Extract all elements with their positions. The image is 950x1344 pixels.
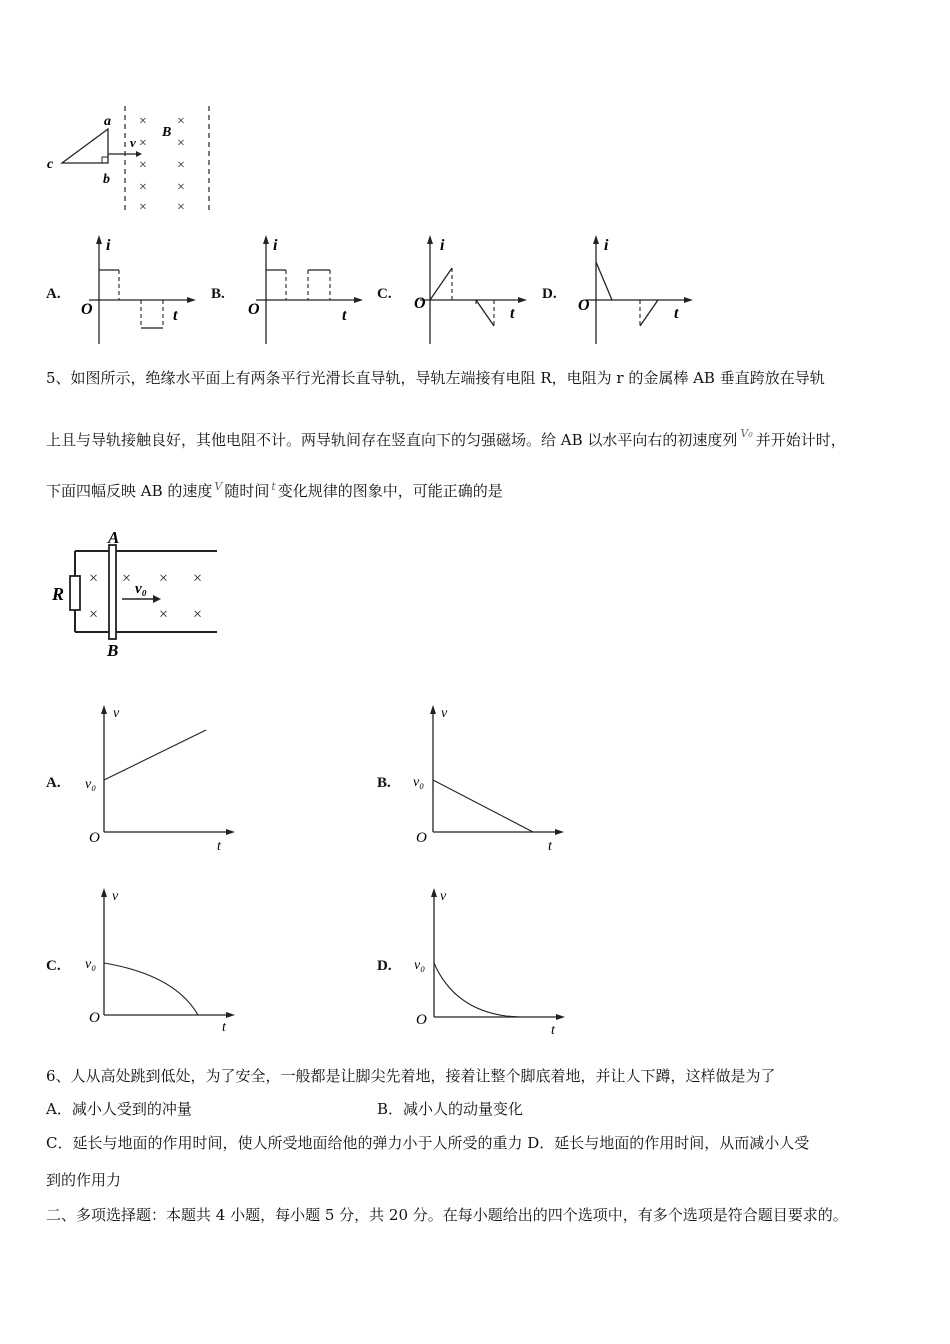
q4-option-b-label[interactable]: B.: [211, 286, 225, 302]
label-A: A: [108, 528, 120, 547]
triangle-loop: [62, 129, 108, 163]
svg-text:i: i: [273, 237, 278, 254]
svg-text:×: ×: [139, 114, 147, 129]
q5-option-b-label[interactable]: B.: [377, 775, 391, 791]
q5-line2-text-a: 上且与导轨接触良好，其他电阻不计。两导轨间存在竖直向下的匀强磁场。给 AB 以水平向右的初速度列: [46, 431, 738, 449]
q4-option-d-label[interactable]: D.: [542, 286, 557, 302]
q4-option-a-label[interactable]: A.: [46, 286, 61, 302]
svg-text:i: i: [440, 237, 445, 254]
svg-text:t: t: [222, 1020, 226, 1035]
label-c: c: [47, 157, 54, 172]
loop-field-figure: [40, 100, 230, 220]
svg-text:i: i: [106, 237, 111, 254]
q5-option-c-label[interactable]: C.: [46, 958, 61, 974]
svg-text:×: ×: [122, 570, 132, 587]
label-B-field: B: [162, 125, 172, 140]
q6-option-a[interactable]: A．减小人受到的冲量: [46, 1100, 192, 1118]
q5-stem-line1: 5、如图所示，绝缘水平面上有两条平行光滑长直导轨，导轨左端接有电阻 R，电阻为 r 的金属棒 AB 垂直跨放在导轨: [46, 369, 825, 387]
q5-line3-text-a: 下面四幅反映 AB 的速度: [46, 482, 213, 500]
svg-text:×: ×: [139, 180, 147, 195]
svg-text:×: ×: [193, 570, 203, 587]
q4-graph-c: [406, 232, 531, 347]
svg-text:v: v: [112, 889, 119, 904]
svg-text:×: ×: [89, 606, 99, 623]
section-2-heading: 二、多项选择题：本题共 4 小题，每小题 5 分，共 20 分。在每小题给出的四个选项中，有多个选项是符合题目要求的。: [46, 1206, 848, 1224]
svg-text:t: t: [510, 305, 515, 322]
q5-line3-t: t: [271, 480, 276, 493]
label-b: b: [103, 172, 110, 187]
q5-line3-text-c: 变化规律的图象中，可能正确的是: [277, 482, 503, 500]
svg-text:×: ×: [177, 158, 185, 173]
q4-graph-b: [242, 232, 367, 347]
svg-text:t: t: [217, 839, 221, 854]
q5-graph-b: [409, 700, 574, 855]
svg-text:O: O: [248, 301, 260, 318]
svg-text:O: O: [578, 297, 590, 314]
svg-text:×: ×: [159, 570, 169, 587]
rail-circuit-figure: [45, 528, 225, 663]
svg-text:×: ×: [159, 606, 169, 623]
q5-option-a-label[interactable]: A.: [46, 775, 61, 791]
svg-text:×: ×: [177, 136, 185, 151]
label-a: a: [104, 114, 111, 129]
svg-text:v₀: v₀: [414, 958, 426, 973]
svg-text:O: O: [89, 1010, 100, 1026]
svg-text:i: i: [604, 237, 609, 254]
svg-text:O: O: [416, 830, 427, 846]
svg-text:t: t: [173, 307, 178, 324]
q6-option-cd-line1[interactable]: C．延长与地面的作用时间，使人所受地面给他的弹力小于人所受的重力 D．延长与地面的作用时间，从而减小人受: [46, 1134, 810, 1152]
svg-text:t: t: [548, 839, 552, 854]
svg-text:O: O: [81, 301, 93, 318]
svg-text:O: O: [414, 295, 426, 312]
svg-text:×: ×: [139, 136, 147, 151]
q6-option-cd-line2[interactable]: 到的作用力: [46, 1171, 122, 1189]
svg-text:O: O: [416, 1012, 427, 1028]
metal-bar-AB: [109, 545, 116, 639]
q6-stem: 6、人从高处跳到低处，为了安全，一般都是让脚尖先着地，接着让整个脚底着地，并让人下蹲，这样做是为了: [46, 1067, 776, 1085]
q5-graph-c: [80, 883, 245, 1038]
svg-text:×: ×: [139, 200, 147, 215]
q5-stem-line3: [46, 481, 503, 503]
q5-line3-v: V: [214, 480, 223, 493]
svg-text:v: v: [440, 889, 447, 904]
label-R: R: [52, 584, 65, 604]
svg-text:t: t: [342, 307, 347, 324]
svg-text:v: v: [113, 706, 120, 721]
q4-option-c-label[interactable]: C.: [377, 286, 392, 302]
svg-text:v₀: v₀: [85, 957, 97, 972]
label-B-bar: B: [107, 641, 119, 660]
q6-option-b[interactable]: B．减小人的动量变化: [377, 1100, 524, 1118]
svg-text:v: v: [441, 706, 448, 721]
svg-text:×: ×: [177, 200, 185, 215]
svg-text:×: ×: [139, 158, 147, 173]
label-v: v: [130, 135, 136, 150]
svg-text:v₀: v₀: [413, 775, 425, 790]
q5-line2-text-b: 并开始计时，: [755, 431, 846, 449]
q5-stem-line2: [46, 427, 846, 452]
q4-graph-d: [572, 232, 697, 347]
q5-option-d-label[interactable]: D.: [377, 958, 392, 974]
svg-text:v₀: v₀: [85, 777, 97, 792]
q5-line3-text-b: 随时间: [224, 482, 270, 500]
svg-text:×: ×: [89, 570, 99, 587]
label-v0: v₀: [135, 581, 147, 597]
resistor-R: [70, 576, 80, 610]
svg-text:×: ×: [177, 114, 185, 129]
svg-text:t: t: [551, 1023, 555, 1038]
q4-graph-a: [75, 232, 200, 347]
svg-text:O: O: [89, 830, 100, 846]
q5-graph-d: [410, 883, 575, 1038]
q5-graph-a: [80, 700, 245, 855]
svg-text:t: t: [674, 305, 679, 322]
svg-text:×: ×: [193, 606, 203, 623]
q5-line2-v0: V₀: [740, 427, 753, 440]
svg-text:×: ×: [177, 180, 185, 195]
